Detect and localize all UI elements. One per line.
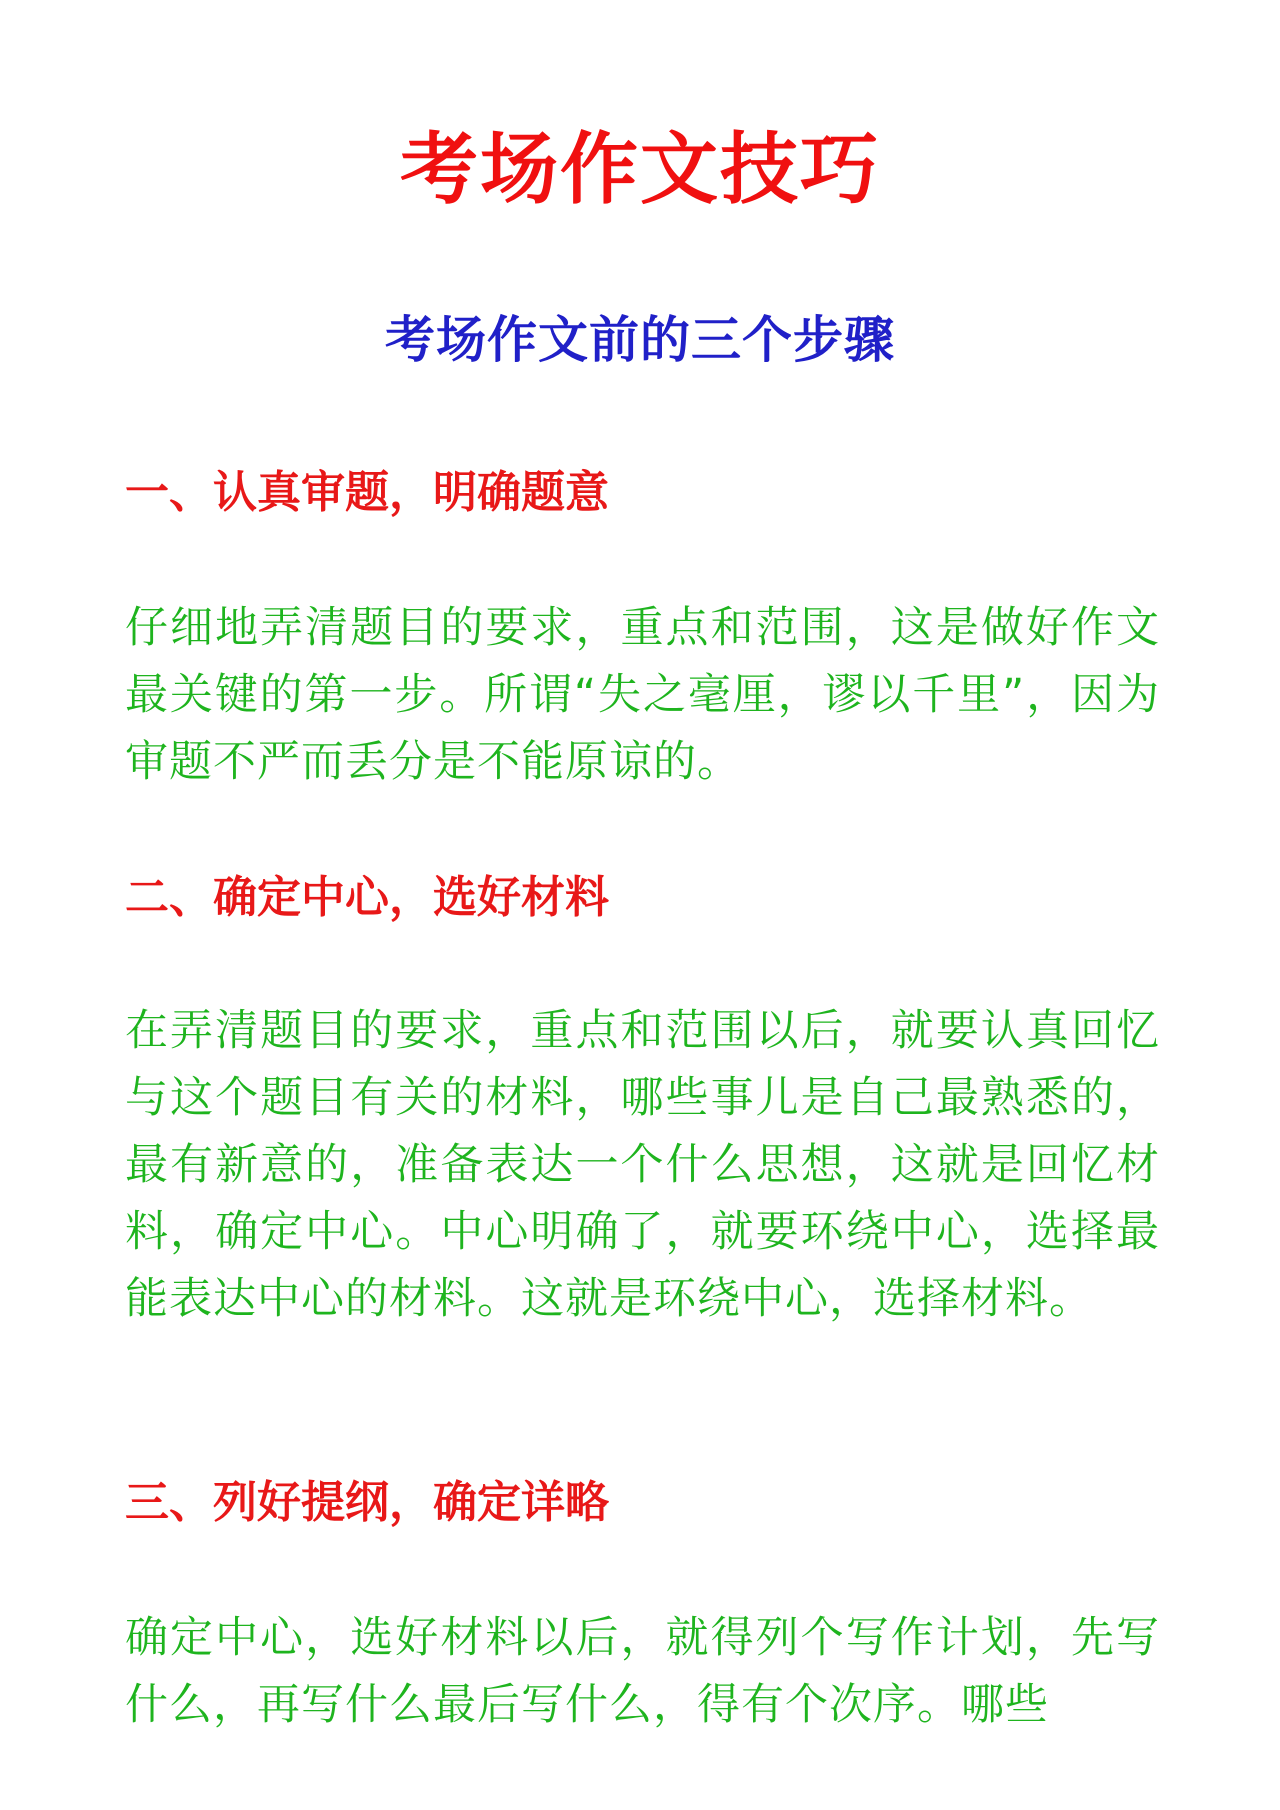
- page-title: 考场作文技巧: [399, 125, 880, 215]
- section-heading-3: 三、列好提纲，确定详略: [125, 1477, 609, 1528]
- section-body-3: 确定中心，选好材料以后，就得列个写作计划，先写什么，再写什么最后写什么，得有个次序。哪些: [125, 1613, 1160, 1730]
- page-subtitle: 考场作文前的三个步骤: [385, 311, 895, 369]
- section-heading-2: 二、确定中心，选好材料: [125, 872, 609, 923]
- section-heading-1: 一、认真审题，明确题意: [125, 467, 609, 518]
- section-body-2: 在弄清题目的要求，重点和范围以后，就要认真回忆与这个题目有关的材料，哪些事儿是自己最熟悉的，最有新意的，准备表达一个什么思想，这就是回忆材料，确定中心。中心明确了，就要环绕中心，选择最能表达中心的材料。这就是环绕中心，选择材料。: [125, 1006, 1160, 1324]
- section-body-1: 仔细地弄清题目的要求，重点和范围，这是做好作文最关键的第一步。所谓“失之毫厘，谬以千里”，因为审题不严而丢分是不能原谅的。: [125, 603, 1160, 787]
